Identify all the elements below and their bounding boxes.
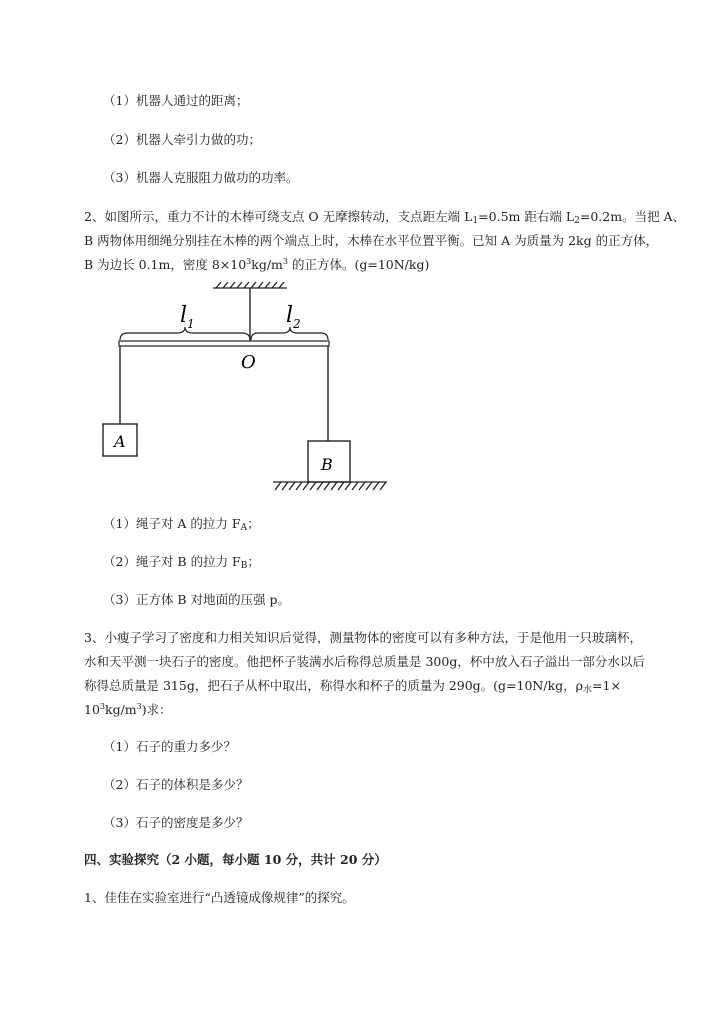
brace-l2 — [251, 327, 328, 340]
q3-sub-3: （3）石子的密度是多少？ — [103, 815, 249, 830]
q2-sub-1: （1）绳子对 A 的拉力 $F_A$； — [103, 516, 260, 533]
brace-l1 — [120, 327, 250, 340]
lever-figure — [95, 280, 395, 496]
q3-text-line-1: 3、小瘦子学习了密度和力相关知识后觉得，测量物体的密度可以有多种方法，于是他用一只玻璃杯， — [84, 630, 642, 645]
q2-text-line-2: B 两物体用细绳分别挂在木棒的两个端点上时，木棒在水平位置平衡。已知 A 为质量为 2kg 的正方体， — [84, 233, 659, 248]
q3-text-line-2: 水和天平测一块石子的密度。他把杯子装满水后称得总质量是 300g，杯中放入石子溢出一部分水以后 — [84, 654, 645, 669]
prev-question-item-2: （2）机器人牵引力做的功； — [103, 132, 261, 147]
section-4-heading: 四、实验探究（2 小题，每小题 10 分，共计 20 分） — [84, 852, 387, 867]
label-o: O — [241, 352, 256, 373]
label-l2: $l_2$ — [286, 303, 301, 331]
q3-sub-2: （2）石子的体积是多少？ — [103, 777, 249, 792]
section-4-question-1: 1、佳佳在实验室进行“凸透镜成像规律”的探究。 — [84, 890, 355, 905]
q2-text-line-1: 2、如图所示，重力不计的木棒可绕支点 O 无摩擦转动，支点距左端 $L_1=0.5m$ 距右端 $L_2=0.2m$。当把 A、 — [84, 209, 686, 226]
q3-text-line-4: $10^3kg/m^3$)求： — [84, 702, 172, 717]
wooden-rod — [119, 341, 329, 346]
q2-sub-3: （3）正方体 B 对地面的压强 p。 — [103, 592, 291, 607]
ceiling-support — [213, 282, 287, 288]
ground — [273, 482, 387, 490]
q3-sub-1: （1）石子的重力多少？ — [103, 739, 236, 754]
q2-sub-2: （2）绳子对 B 的拉力 $F_B$； — [103, 554, 260, 571]
label-a: A — [114, 432, 126, 451]
prev-question-item-1: （1）机器人通过的距离； — [103, 93, 249, 108]
q3-text-line-3: 称得总质量是 315g，把石子从杯中取出，称得水和杯子的质量为 290g。(g=10N/kg，$\rho_水=1\times$ — [84, 678, 621, 695]
label-l1: $l_1$ — [180, 303, 195, 331]
q2-text-line-3: B 为边长 0.1m，密度 $8\times 10^3kg/m^3$ 的正方体。(g=10N/kg) — [84, 257, 430, 272]
label-b: B — [321, 455, 333, 474]
prev-question-item-3: （3）机器人克服阻力做功的功率。 — [103, 170, 299, 185]
